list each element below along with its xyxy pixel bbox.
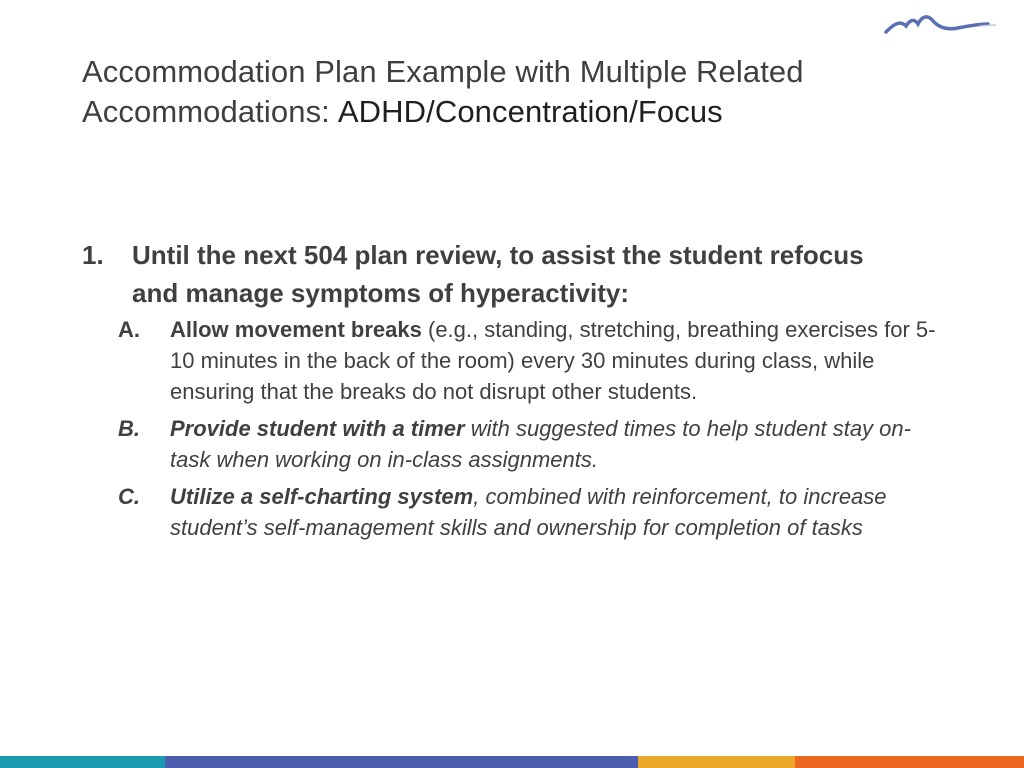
- footer-segment-orange: [795, 756, 1024, 768]
- list-item: [82, 236, 962, 312]
- sub-body: [170, 481, 950, 543]
- sub-rest: with suggested times to help student stay on-task when working on in-class assignments.: [170, 416, 911, 472]
- sub-rest: (e.g., standing, stretching, breathing exercises for 5-10 minutes in the back of the room) every 30 minutes during class, while ensuring that the breaks do not disrupt other students.: [170, 317, 936, 404]
- sub-letter: B.: [118, 416, 140, 441]
- page-title: [82, 52, 942, 132]
- sub-lead: Provide student with a timer: [170, 416, 465, 441]
- title-emphasis: ADHD/Concentration/Focus: [337, 94, 723, 129]
- footer-color-bar: [0, 756, 1024, 768]
- sub-lead: Utilize a self-charting system: [170, 484, 474, 509]
- sub-item-a: [118, 314, 962, 407]
- title-plain: Accommodation Plan Example with Multiple Related Accommodations:: [82, 54, 804, 129]
- sub-lead: Allow movement breaks: [170, 317, 422, 342]
- footer-segment-teal: [0, 756, 165, 768]
- sub-letter: A.: [118, 317, 140, 342]
- sub-item-c: [118, 481, 962, 543]
- mountain-logo-icon: [884, 10, 1000, 36]
- item-number: 1.: [82, 240, 104, 270]
- sub-item-b: [118, 413, 962, 475]
- sub-body: [170, 413, 950, 475]
- sub-letter: C.: [118, 484, 140, 509]
- accommodation-list: [82, 236, 962, 549]
- item-text: Until the next 504 plan review, to assist the student refocus and manage symptoms of hyperactivity:: [132, 240, 864, 308]
- footer-segment-gold: [638, 756, 795, 768]
- sub-list: [118, 314, 962, 543]
- sub-rest: , combined with reinforcement, to increase student’s self-management skills and ownership for completion of tasks: [170, 484, 887, 540]
- sub-body: [170, 314, 950, 407]
- footer-segment-blue: [165, 756, 638, 768]
